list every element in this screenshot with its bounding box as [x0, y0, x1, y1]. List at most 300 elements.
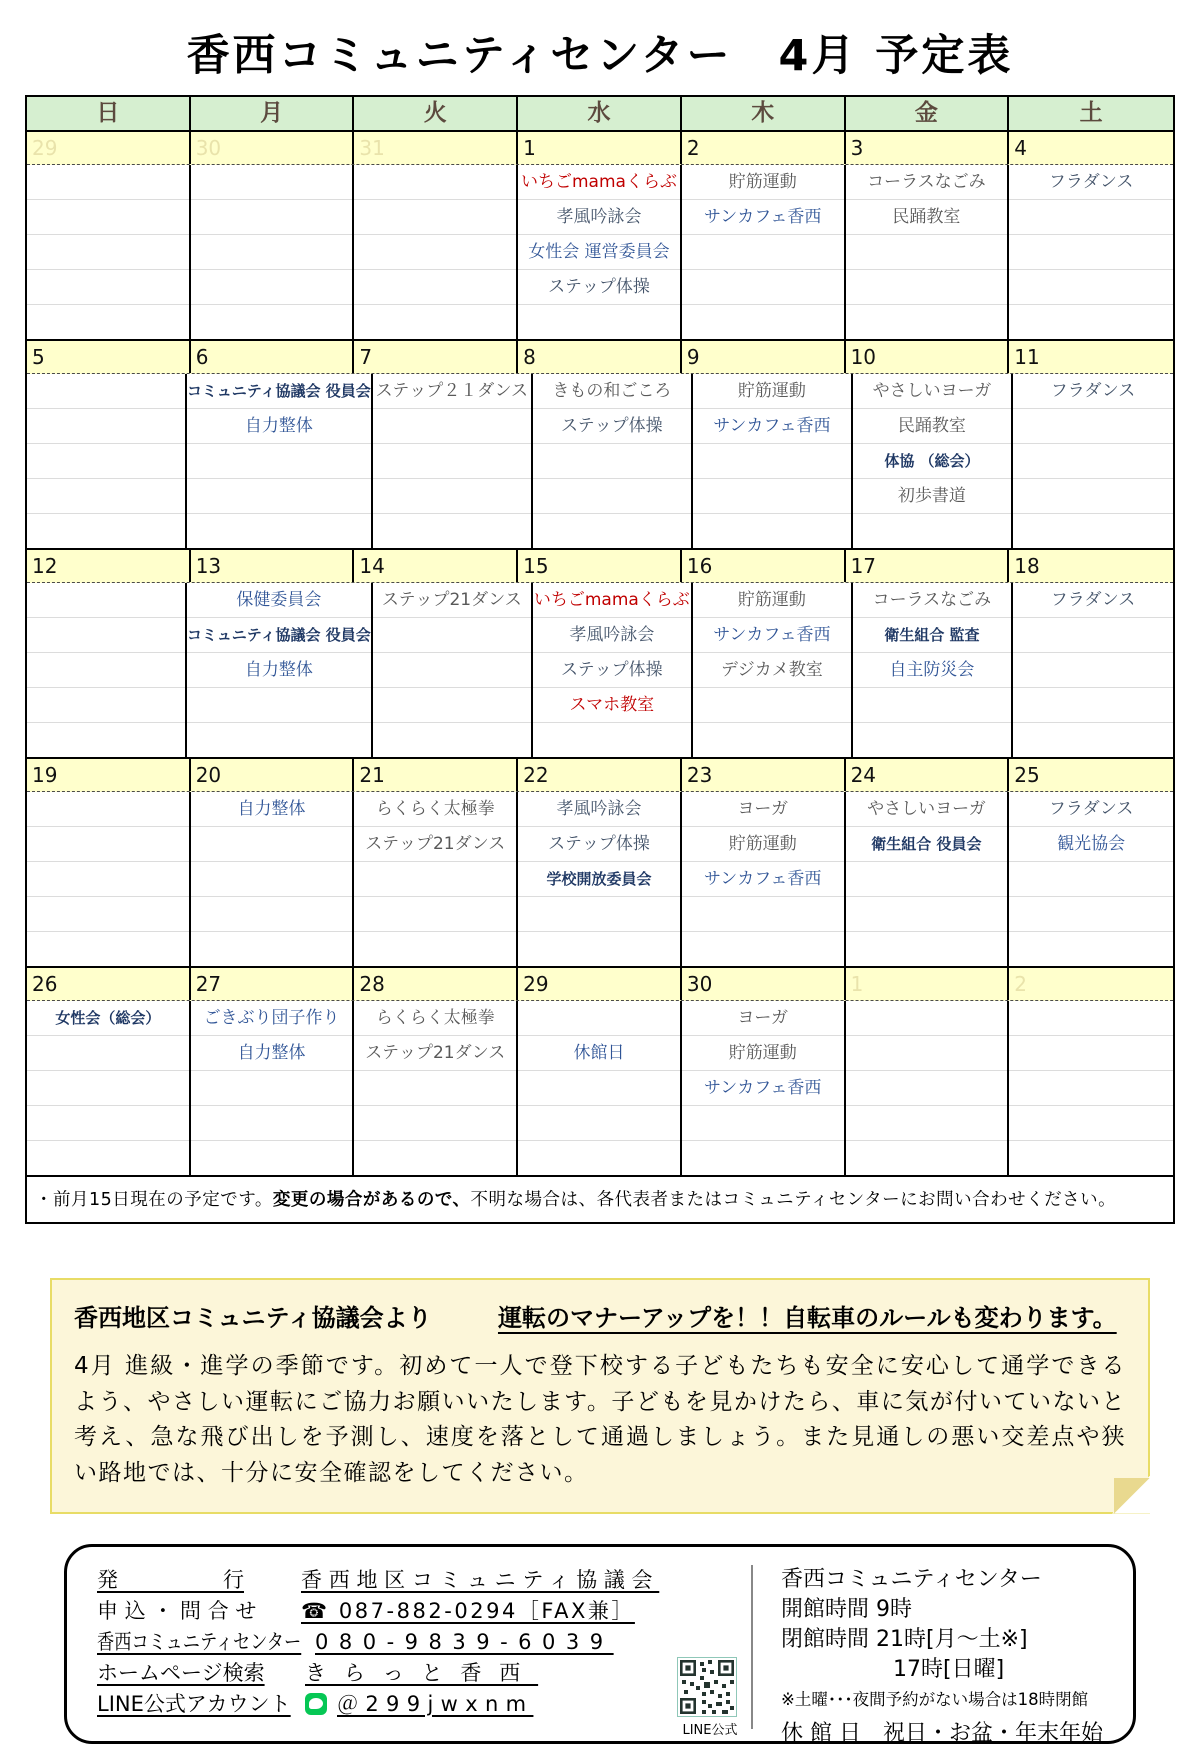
- event-label: 自力整体: [191, 1036, 353, 1071]
- event-label: 孝風吟詠会: [518, 200, 680, 235]
- empty-slot: [187, 444, 371, 479]
- event-label: コーラスなごみ: [853, 583, 1011, 618]
- calendar-footnote: [27, 1177, 1173, 1222]
- empty-slot: [846, 1071, 1008, 1106]
- day-header-cell: 木: [682, 97, 846, 130]
- date-number: 25: [1014, 763, 1040, 787]
- day-cell: [853, 583, 1013, 757]
- date-number: 29: [27, 132, 191, 164]
- empty-slot: [191, 932, 353, 966]
- contact-row: [97, 1627, 745, 1658]
- date-row: [27, 132, 1173, 165]
- empty-slot: [1009, 1071, 1173, 1106]
- event-label: ステップ体操: [533, 653, 691, 688]
- empty-slot: [853, 514, 1011, 548]
- calendar-week-row: [27, 341, 1173, 550]
- contact-row: [97, 1596, 745, 1627]
- empty-slot: [1009, 1141, 1173, 1175]
- events-row: [27, 1001, 1173, 1175]
- empty-slot: [191, 1141, 353, 1175]
- empty-slot: [191, 200, 353, 235]
- contact-row-label: 発 行: [97, 1567, 244, 1592]
- event-label: らくらく太極拳: [354, 792, 516, 827]
- event-label: ステップ２１ダンス: [373, 374, 531, 409]
- empty-slot: [27, 1106, 189, 1141]
- empty-slot: [1009, 1036, 1173, 1071]
- contact-row-value: ☎ 087-882-0294［FAX兼］: [301, 1598, 635, 1623]
- empty-slot: [693, 514, 851, 548]
- empty-slot: [1009, 305, 1173, 339]
- empty-slot: [846, 897, 1008, 932]
- event-label: 自力整体: [187, 653, 371, 688]
- empty-slot: [27, 444, 185, 479]
- day-cell: [373, 374, 533, 548]
- date-number: 3: [846, 132, 1010, 164]
- day-header-cell: 日: [27, 97, 191, 130]
- empty-slot: [1013, 653, 1173, 688]
- event-label: フラダンス: [1013, 583, 1173, 618]
- contact-info-line: 閉館時間 21時[月～土※]: [781, 1626, 1028, 1652]
- contact-row-value: きらっと香西: [305, 1660, 539, 1685]
- date-number: 23: [682, 759, 846, 791]
- event-label: ヨーガ: [682, 792, 844, 827]
- line-icon: [305, 1693, 327, 1715]
- calendar-week-row: [27, 968, 1173, 1177]
- date-number: 29: [518, 968, 682, 1000]
- date-number: 6: [191, 341, 355, 373]
- event-label: きもの和ごころ: [533, 374, 691, 409]
- date-number: 7: [354, 341, 518, 373]
- empty-slot: [191, 235, 353, 270]
- event-label: 女性会 運営委員会: [518, 235, 680, 270]
- contact-right-section: [751, 1565, 1123, 1746]
- empty-slot: [354, 165, 516, 200]
- empty-slot: [1013, 688, 1173, 723]
- day-cell: [1013, 583, 1173, 757]
- event-label: サンカフェ香西: [682, 1071, 844, 1106]
- day-cell: [354, 165, 518, 339]
- day-cell: [187, 374, 373, 548]
- day-header-cell: 火: [354, 97, 518, 130]
- date-number: 19: [27, 759, 191, 791]
- event-label: ステップ21ダンス: [354, 827, 516, 862]
- empty-slot: [27, 653, 185, 688]
- date-number: 1: [518, 132, 682, 164]
- date-number: 2: [682, 132, 846, 164]
- empty-slot: [846, 932, 1008, 966]
- day-cell: [27, 792, 191, 966]
- day-cell: [191, 1001, 355, 1175]
- day-cell: [533, 583, 693, 757]
- notice-headline: 運転のマナーアップを！！自転車のルールも変わります。: [497, 1304, 1117, 1332]
- empty-slot: [373, 409, 531, 444]
- empty-slot: [1009, 200, 1173, 235]
- empty-slot: [518, 1141, 680, 1175]
- contact-info-line: 休 館 日 祝日・お盆・年末年始: [781, 1720, 1103, 1746]
- empty-slot: [1013, 514, 1173, 548]
- date-number: 4: [1014, 136, 1028, 160]
- empty-slot: [853, 688, 1011, 723]
- day-cell: [682, 1001, 846, 1175]
- event-label: 休館日: [518, 1036, 680, 1071]
- empty-slot: [27, 409, 185, 444]
- event-label: 民踊教室: [846, 200, 1008, 235]
- date-number: 10: [846, 341, 1010, 373]
- empty-slot: [682, 1106, 844, 1141]
- date-number: 15: [518, 550, 682, 582]
- empty-slot: [1013, 618, 1173, 653]
- empty-slot: [27, 479, 185, 514]
- day-cell: [518, 165, 682, 339]
- date-number: 8: [518, 341, 682, 373]
- event-label: 貯筋運動: [693, 583, 851, 618]
- date-number: 17: [846, 550, 1010, 582]
- empty-slot: [373, 618, 531, 653]
- empty-slot: [846, 1106, 1008, 1141]
- event-label: ごきぶり団子作り: [191, 1001, 353, 1036]
- day-cell: [1009, 165, 1173, 339]
- empty-slot: [191, 270, 353, 305]
- date-number: 30: [682, 968, 846, 1000]
- empty-slot: [27, 618, 185, 653]
- day-cell: [1009, 1001, 1173, 1175]
- empty-slot: [846, 1036, 1008, 1071]
- empty-slot: [27, 688, 185, 723]
- empty-slot: [373, 444, 531, 479]
- empty-slot: [191, 862, 353, 897]
- day-cell: [853, 374, 1013, 548]
- calendar-week-row: [27, 132, 1173, 341]
- day-cell: [682, 165, 846, 339]
- qr-code-image: [677, 1657, 737, 1717]
- notice-from: 香西地区コミュニティ協議会より: [74, 1304, 432, 1332]
- empty-slot: [27, 1036, 189, 1071]
- event-label: 衛生組合 監査: [853, 618, 1011, 653]
- footnote-text-post: 不明な場合は、各代表者またはコミュニティセンターにお問い合わせください。: [470, 1190, 1117, 1210]
- day-header-cell: 月: [191, 97, 355, 130]
- empty-slot: [373, 688, 531, 723]
- event-label: フラダンス: [1009, 165, 1173, 200]
- empty-slot: [373, 653, 531, 688]
- events-row: [27, 165, 1173, 339]
- event-label: サンカフェ香西: [682, 862, 844, 897]
- footnote-text-pre: ・前月15日現在の予定です。: [35, 1190, 273, 1210]
- empty-slot: [846, 1141, 1008, 1175]
- empty-slot: [373, 723, 531, 757]
- empty-slot: [682, 270, 844, 305]
- event-label: ステップ体操: [518, 827, 680, 862]
- events-row: [27, 792, 1173, 966]
- empty-slot: [1009, 932, 1173, 966]
- empty-slot: [1009, 270, 1173, 305]
- empty-slot: [354, 270, 516, 305]
- empty-slot: [27, 200, 189, 235]
- event-label: 自主防災会: [853, 653, 1011, 688]
- empty-slot: [27, 514, 185, 548]
- empty-slot: [846, 862, 1008, 897]
- day-header-cell: 金: [846, 97, 1010, 130]
- contact-left-section: [97, 1565, 745, 1738]
- contact-row-label: LINE公式アカウント: [97, 1691, 291, 1716]
- day-cell: [518, 792, 682, 966]
- qr-code: [677, 1657, 743, 1738]
- day-cell: [1013, 374, 1173, 548]
- date-number: 30: [191, 132, 355, 164]
- event-label: デジカメ教室: [693, 653, 851, 688]
- footnote-text-bold: 変更の場合があるので、: [272, 1190, 471, 1210]
- notice-header: [74, 1298, 1126, 1333]
- empty-slot: [27, 270, 189, 305]
- empty-slot: [191, 1071, 353, 1106]
- calendar-week-row: [27, 550, 1173, 759]
- contact-info-line: 17時[日曜]: [893, 1656, 1005, 1682]
- date-row: [27, 759, 1173, 792]
- events-row: [27, 374, 1173, 548]
- day-header-cell: 水: [518, 97, 682, 130]
- empty-slot: [27, 792, 189, 827]
- contact-row-label: 申 込 ・ 問 合 せ: [97, 1598, 257, 1623]
- day-cell: [518, 1001, 682, 1175]
- empty-slot: [1009, 862, 1173, 897]
- empty-slot: [533, 444, 691, 479]
- date-number: 26: [27, 968, 191, 1000]
- day-cell: [191, 165, 355, 339]
- notice-body: 4月 進級・進学の季節です。初めて一人で登下校する子どもたちも安全に安心して通学できるよう、やさしい運転にご協力お願いいたします。子どもを見かけたら、車に気が付いていないと考え、急な飛び出しを予測し、速度を落として通過しましょう。また見通しの悪い交差点や狭い路地では、十分に安全確認をしてください。: [74, 1353, 1126, 1486]
- event-label: フラダンス: [1009, 792, 1173, 827]
- empty-slot: [518, 305, 680, 339]
- contact-row-value: 香西地区コミュニティ協議会: [301, 1567, 660, 1592]
- contact-row-value: 080-9839-6039: [315, 1629, 614, 1654]
- day-cell: [27, 583, 187, 757]
- date-number: 28: [354, 968, 518, 1000]
- day-cell: [693, 374, 853, 548]
- empty-slot: [533, 723, 691, 757]
- date-number: 24: [846, 759, 1010, 791]
- empty-slot: [27, 305, 189, 339]
- empty-slot: [187, 479, 371, 514]
- event-label: サンカフェ香西: [693, 618, 851, 653]
- empty-slot: [1009, 1106, 1173, 1141]
- event-label: 孝風吟詠会: [518, 792, 680, 827]
- empty-slot: [682, 897, 844, 932]
- event-label: 体協 （総会）: [853, 444, 1011, 479]
- date-number: 21: [354, 759, 518, 791]
- empty-slot: [27, 932, 189, 966]
- day-cell: [1009, 792, 1173, 966]
- empty-slot: [354, 200, 516, 235]
- event-label: 民踊教室: [853, 409, 1011, 444]
- event-label: いちごmamaくらぶ: [518, 165, 680, 200]
- empty-slot: [27, 1141, 189, 1175]
- event-label: ステップ21ダンス: [354, 1036, 516, 1071]
- empty-slot: [518, 1001, 680, 1036]
- empty-slot: [1013, 723, 1173, 757]
- event-label: いちごmamaくらぶ: [533, 583, 691, 618]
- contact-info-line: 香西コミュニティセンター: [781, 1566, 1042, 1592]
- event-label: 学校開放委員会: [518, 862, 680, 897]
- empty-slot: [533, 479, 691, 514]
- day-cell: [373, 583, 533, 757]
- day-cell: [846, 792, 1010, 966]
- event-label: フラダンス: [1013, 374, 1173, 409]
- empty-slot: [373, 514, 531, 548]
- contact-row: [97, 1565, 745, 1596]
- empty-slot: [354, 932, 516, 966]
- empty-slot: [518, 932, 680, 966]
- date-row: [27, 550, 1173, 583]
- contact-row-value: ＠299jwxnm: [301, 1689, 533, 1720]
- date-number: 18: [1014, 554, 1040, 578]
- date-number: 12: [27, 550, 191, 582]
- empty-slot: [187, 688, 371, 723]
- day-cell: [191, 792, 355, 966]
- day-cell: [354, 792, 518, 966]
- empty-slot: [187, 723, 371, 757]
- event-label: サンカフェ香西: [693, 409, 851, 444]
- day-cell: [693, 583, 853, 757]
- empty-slot: [682, 305, 844, 339]
- calendar-weeks: [27, 132, 1173, 1177]
- empty-slot: [846, 305, 1008, 339]
- day-cell: [846, 1001, 1010, 1175]
- event-label: ヨーガ: [682, 1001, 844, 1036]
- date-number: 16: [682, 550, 846, 582]
- empty-slot: [693, 479, 851, 514]
- empty-slot: [27, 1071, 189, 1106]
- empty-slot: [846, 235, 1008, 270]
- day-cell: [187, 583, 373, 757]
- date-number: 20: [191, 759, 355, 791]
- empty-slot: [1013, 444, 1173, 479]
- day-cell: [682, 792, 846, 966]
- qr-caption: LINE公式: [682, 1722, 738, 1738]
- date-number: 14: [354, 550, 518, 582]
- calendar-week-row: [27, 759, 1173, 968]
- empty-slot: [853, 723, 1011, 757]
- event-label: ステップ体操: [533, 409, 691, 444]
- empty-slot: [846, 1001, 1008, 1036]
- empty-slot: [1013, 409, 1173, 444]
- contact-row: [97, 1689, 745, 1720]
- date-number: 5: [27, 341, 191, 373]
- notice-box: [50, 1278, 1150, 1514]
- empty-slot: [373, 479, 531, 514]
- empty-slot: [682, 932, 844, 966]
- day-cell: [846, 165, 1010, 339]
- day-cell: [27, 374, 187, 548]
- empty-slot: [191, 827, 353, 862]
- empty-slot: [191, 305, 353, 339]
- calendar-table: [25, 95, 1175, 1224]
- empty-slot: [27, 827, 189, 862]
- event-label: やさしいヨーガ: [846, 792, 1008, 827]
- contact-row: [97, 1658, 745, 1689]
- empty-slot: [846, 270, 1008, 305]
- day-cell: [533, 374, 693, 548]
- empty-slot: [27, 897, 189, 932]
- date-number: 1: [846, 968, 1010, 1000]
- date-number: 13: [191, 550, 355, 582]
- event-label: 保健委員会: [187, 583, 371, 618]
- event-label: ステップ体操: [518, 270, 680, 305]
- event-label: 観光協会: [1009, 827, 1173, 862]
- empty-slot: [693, 688, 851, 723]
- empty-slot: [354, 305, 516, 339]
- empty-slot: [1009, 235, 1173, 270]
- empty-slot: [354, 1141, 516, 1175]
- empty-slot: [693, 444, 851, 479]
- event-label: 貯筋運動: [682, 1036, 844, 1071]
- empty-slot: [354, 897, 516, 932]
- empty-slot: [354, 862, 516, 897]
- event-label: 女性会（総会）: [27, 1001, 189, 1036]
- event-label: らくらく太極拳: [354, 1001, 516, 1036]
- event-label: 貯筋運動: [693, 374, 851, 409]
- date-number: 31: [354, 132, 518, 164]
- date-number: 9: [682, 341, 846, 373]
- event-label: 貯筋運動: [682, 165, 844, 200]
- empty-slot: [1013, 479, 1173, 514]
- empty-slot: [533, 514, 691, 548]
- empty-slot: [354, 235, 516, 270]
- date-row: [27, 341, 1173, 374]
- contact-rows: [97, 1565, 745, 1720]
- event-label: 貯筋運動: [682, 827, 844, 862]
- empty-slot: [1009, 897, 1173, 932]
- empty-slot: [682, 1141, 844, 1175]
- event-label: 衛生組合 役員会: [846, 827, 1008, 862]
- empty-slot: [27, 165, 189, 200]
- events-row: [27, 583, 1173, 757]
- event-label: スマホ教室: [533, 688, 691, 723]
- day-header-cell: 土: [1079, 100, 1103, 126]
- contact-row-label: 香西コミュニティセンター: [97, 1629, 302, 1654]
- day-cell: [354, 1001, 518, 1175]
- empty-slot: [1009, 1001, 1173, 1036]
- empty-slot: [27, 723, 185, 757]
- event-label: ステップ21ダンス: [373, 583, 531, 618]
- date-number: 22: [518, 759, 682, 791]
- empty-slot: [27, 862, 189, 897]
- page-title: 香西コミュニティセンター 4月 予定表: [186, 31, 1014, 81]
- event-label: サンカフェ香西: [682, 200, 844, 235]
- empty-slot: [27, 583, 185, 618]
- empty-slot: [354, 1106, 516, 1141]
- event-label: コミュニティ協議会 役員会: [187, 618, 371, 653]
- empty-slot: [27, 235, 189, 270]
- empty-slot: [682, 235, 844, 270]
- contact-info-line: ※土曜･･･夜間予約がない場合は18時閉館: [781, 1689, 1089, 1709]
- event-label: やさしいヨーガ: [853, 374, 1011, 409]
- date-number: 11: [1014, 345, 1040, 369]
- contact-info-line: 開館時間 9時: [781, 1596, 912, 1622]
- date-number: 27: [191, 968, 355, 1000]
- event-label: 自力整体: [191, 792, 353, 827]
- empty-slot: [191, 1106, 353, 1141]
- event-label: 孝風吟詠会: [533, 618, 691, 653]
- day-cell: [27, 165, 191, 339]
- event-label: 自力整体: [187, 409, 371, 444]
- empty-slot: [518, 897, 680, 932]
- empty-slot: [191, 165, 353, 200]
- empty-slot: [27, 374, 185, 409]
- event-label: コミュニティ協議会 役員会: [187, 374, 371, 409]
- date-number: 2: [1014, 972, 1028, 996]
- empty-slot: [518, 1071, 680, 1106]
- empty-slot: [354, 1071, 516, 1106]
- day-header-row: [27, 97, 1173, 132]
- contact-box: [64, 1544, 1136, 1744]
